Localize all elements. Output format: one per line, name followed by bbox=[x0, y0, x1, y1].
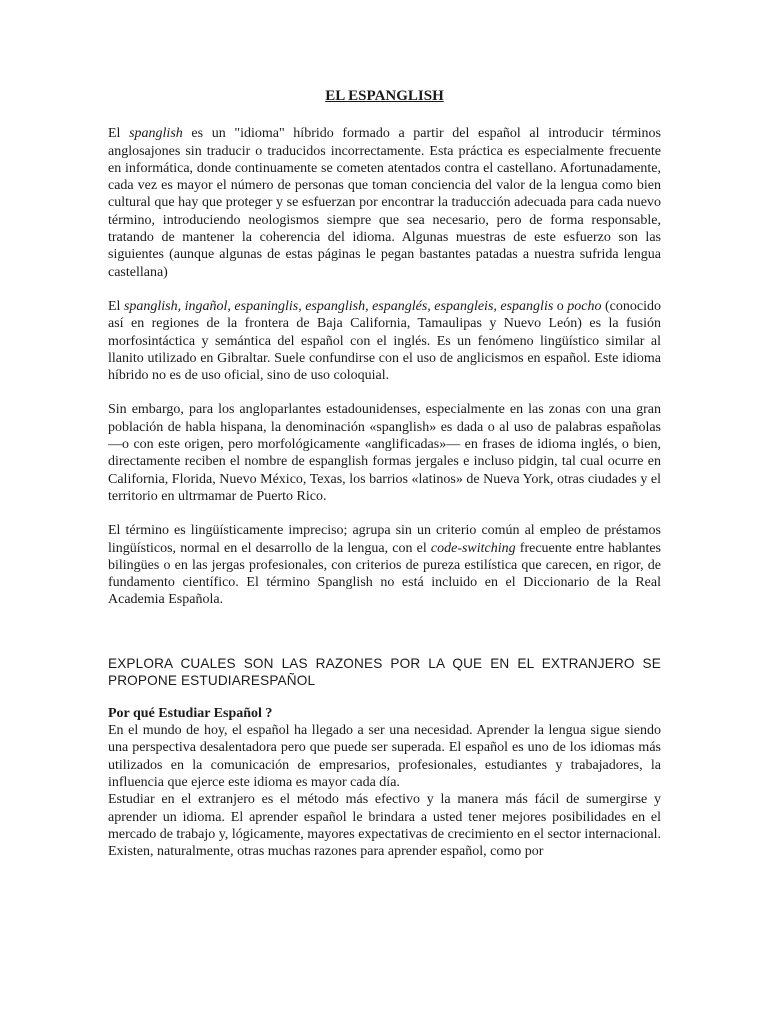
italic-terms: spanglish, ingañol, espaninglis, espanglish, espanglés, espangleis, espanglis bbox=[123, 298, 554, 314]
italic-term: spanglish bbox=[129, 126, 183, 142]
document-page bbox=[108, 88, 661, 860]
document-title: EL ESPANGLISH bbox=[325, 88, 444, 104]
paragraph-anglophones: Sin embargo, para los angloparlantes estadounidenses, especialmente en las zonas con una gran población de habla hispana, la denominación «spanglish» es dada o al uso de palabras españolas —o con este origen, pero morfológicamente «anglificadas»— en frases de idioma inglés, o bien, directamente reciben el nombre de espanglish formas jergales e incluso pidgin, tal cual ocurre en California, Florida, Nuevo México, Texas, los barrios «latinos» de Nueva York, otras ciudades y el territorio en ultrmamar de Puerto Rico. bbox=[108, 402, 661, 504]
text-run: es un "idioma" híbrido formado a partir del español al introducir términos anglosajones sin traducir o traducidos incorrectamente. Esta práctica es especialmente frecuente en informática, donde continuamente se cometen atentados contra el castellano. Afortunadamente, cada vez es mayor el número de personas que toman conciencia del valor de la lengua como bien cultural que hay que proteger y se esfuerzan por encontrar la traducción adecuada para cada nuevo término, introduciendo neologismos siempre que sea necesario, pero de forma responsable, tratando de mantener la coherencia del idioma. Algunas muestras de este esfuerzo son las siguientes (aunque algunas de estas páginas le pegan bastantes patadas a nuestra sufrida lengua castellana) bbox=[108, 126, 661, 280]
paragraph-abroad: Estudiar en el extranjero es el método más efectivo y la manera más fácil de sumergirse y aprender un idioma. El aprender español le brindara a usted tener mejores posibilidades en el mercado de trabajo y, lógicamente, mayores expectativas de crecimiento en el sector internacional. Existen, naturalmente, otras muchas razones para aprender español, como por bbox=[108, 792, 662, 860]
paragraph-intro bbox=[108, 125, 661, 281]
text-run: El término es lingüísticamente impreciso; agrupa sin un criterio común al empleo de préstamos lingüísticos, normal en el desarrollo de la lengua, con el bbox=[108, 523, 661, 556]
subheading: Por qué Estudiar Español ? bbox=[108, 705, 273, 721]
paragraph-reasons: En el mundo de hoy, el español ha llegado a ser una necesidad. Aprender la lengua sigue siendo una perspectiva desalentadora pero que puede ser superada. El español es uno de los idiomas más utilizados en la comunicación de empresarios, profesionales, estudiantes y trabajadores, la influencia que ejerce este idioma es mayor cada día. bbox=[108, 723, 661, 790]
text-run: (conocido así en regiones de la frontera de Baja California, Tamaulipas y Nuevo León) es la fusión morfosintáctica y semántica del español con el inglés. Es un fenómeno lingüístico similar al llanito utilizado en Gibraltar. Suele confundirse con el uso de anglicismos en español. Este idioma híbrido no es de uso oficial, sino de uso coloquial. bbox=[108, 298, 661, 384]
italic-term: pocho bbox=[567, 298, 602, 314]
paragraph-variants bbox=[108, 298, 661, 384]
text-run: o bbox=[553, 298, 568, 314]
paragraph-term bbox=[108, 522, 661, 608]
italic-term: code-switching bbox=[430, 540, 516, 556]
text-run: frecuente entre hablantes bilingües o en las jergas profesionales, con criterios de pureza estilística que carecen, en rigor, de fundamento científico. El término Spanglish no está incluido en el Diccionario de la Real Academia Española. bbox=[108, 540, 661, 608]
text-run: El bbox=[108, 126, 130, 142]
section-heading: EXPLORA CUALES SON LAS RAZONES POR LA QUE EN EL EXTRANJERO SE PROPONE ESTUDIARESPAÑOL bbox=[108, 655, 661, 689]
text-run: El bbox=[108, 298, 124, 314]
